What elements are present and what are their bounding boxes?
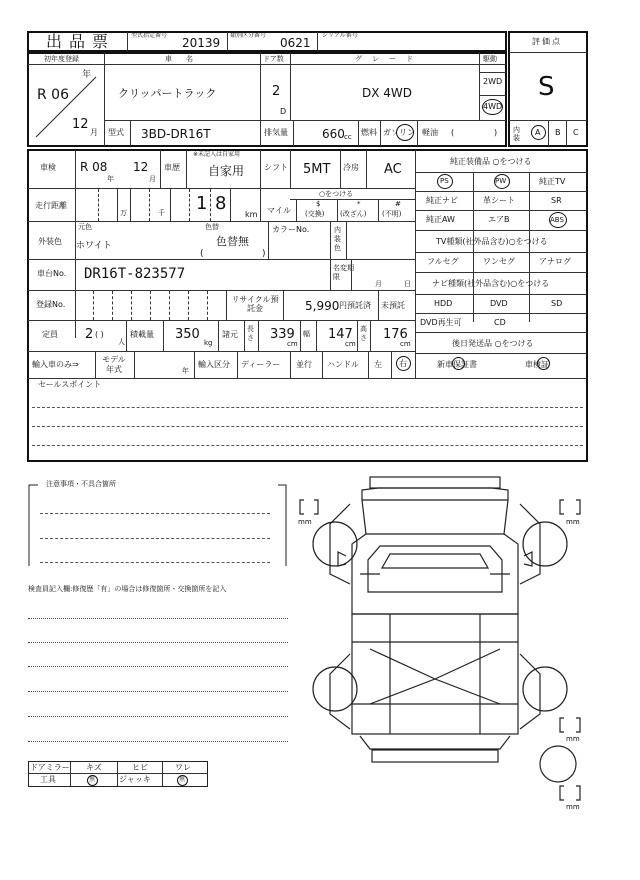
- length-unit: cm: [287, 340, 298, 348]
- drive-label: 駆動: [483, 55, 497, 63]
- mileage-label: 走行距離: [35, 201, 67, 210]
- first-reg-era: R 06: [37, 87, 69, 103]
- tools-none: 無: [89, 776, 96, 783]
- model-year-label: モデル年式: [102, 355, 126, 374]
- interior-c: C: [573, 128, 579, 137]
- fuel-gasoline: ガソリン: [383, 128, 415, 137]
- car-name-label: 車名: [165, 55, 207, 63]
- equip-airbag: エアB: [488, 215, 510, 224]
- nav-dvd: DVD: [490, 299, 508, 308]
- first-reg-month-unit: 月: [90, 128, 98, 137]
- capacity-paren: ( ): [95, 330, 104, 339]
- model-code: 20139: [182, 36, 221, 50]
- notes-bracket: [28, 484, 288, 574]
- interior-a: A: [535, 128, 541, 137]
- mm-front-right: mm: [566, 518, 580, 526]
- drive-4wd: 4WD: [483, 102, 503, 111]
- tv-title: TV種類(社外品含む)○をつける: [436, 237, 548, 246]
- shift-value: 5MT: [303, 162, 331, 177]
- width-value: 147: [328, 327, 353, 342]
- recycle-unit: 円預託済: [339, 301, 371, 310]
- legend-break: ワレ: [175, 763, 191, 772]
- type-value: 3BD-DR16T: [141, 127, 211, 141]
- category: 0621: [280, 36, 311, 50]
- paren-close: ): [494, 128, 498, 137]
- inspection-month: 12: [133, 160, 149, 174]
- ac-value: AC: [384, 162, 402, 177]
- inspection-month-unit: 月: [149, 175, 156, 183]
- height-value: 176: [383, 327, 408, 342]
- first-reg-year-unit: 年: [82, 70, 92, 80]
- dealer-label: ディーラー: [241, 360, 281, 369]
- import-class-label: 輸入区分: [198, 360, 230, 369]
- first-reg-label: 初年度登録: [44, 55, 79, 63]
- score-value: S: [538, 72, 555, 102]
- parallel-label: 並行: [296, 360, 312, 369]
- capacity-label: 定員: [42, 330, 58, 339]
- usage-note: ※未記入は自家用: [193, 151, 241, 158]
- tamper-label: (改ざん): [340, 210, 367, 218]
- mm-spare: mm: [566, 803, 580, 811]
- mm-front-left: mm: [298, 518, 312, 526]
- shift-label: シフト: [264, 163, 288, 172]
- height-unit: cm: [400, 340, 411, 348]
- usage-label: 車歴: [164, 163, 180, 172]
- equip-tv: 純正TV: [539, 177, 566, 186]
- color-no-label: カラーNo.: [272, 225, 310, 234]
- inspection-label: 車検: [40, 163, 56, 172]
- equip-sr: SR: [551, 196, 562, 205]
- displacement-label: 排気量: [264, 128, 288, 137]
- recycle-label: リサイクル預託金: [231, 295, 279, 313]
- legend-tools: 工具: [40, 775, 56, 784]
- load-unit: kg: [204, 339, 213, 347]
- grade-label: グレード: [355, 55, 423, 63]
- chassis-label: 車台No.: [37, 269, 67, 278]
- tv-one: ワンセグ: [483, 257, 515, 266]
- name-change-label: 名変期限: [333, 264, 354, 281]
- doors-label: ドア数: [263, 55, 284, 63]
- capacity-unit: 人: [118, 338, 125, 346]
- mileage-km: km: [245, 210, 258, 219]
- notes-label: 注意事項・不具合箇所: [46, 480, 116, 488]
- displacement: 660: [322, 127, 345, 141]
- recycle-amount: 5,990: [305, 299, 340, 313]
- mileage-sen: 千: [158, 209, 165, 217]
- orig-color-label: 元色: [78, 223, 92, 231]
- drive-2wd: 2WD: [483, 77, 503, 86]
- sales-points-label: セールスポイント: [38, 380, 102, 389]
- first-reg-month: 12: [72, 117, 89, 132]
- later-inspection: 車検証: [525, 360, 549, 369]
- equip-abs: ABS: [550, 216, 564, 224]
- chassis-value: DR16T-823577: [84, 266, 186, 282]
- paren-open: (: [451, 128, 455, 137]
- doors-d: D: [280, 107, 287, 116]
- mileage-digit-2: 8: [215, 193, 227, 214]
- equipment-title: 純正装備品 ○をつける: [450, 157, 532, 166]
- category-label: 類別区分番号: [230, 32, 267, 39]
- exchange-symbol: $: [316, 200, 321, 208]
- later-title: 後日発送品 ○をつける: [452, 339, 534, 348]
- car-diagram: [290, 474, 600, 814]
- serial-label: シリアル番号: [322, 32, 358, 39]
- later-warranty: 新車保証書: [437, 360, 477, 369]
- length-value: 339: [270, 327, 295, 342]
- unpaid-label: 未預託: [381, 301, 405, 310]
- score-label: 評価点: [532, 37, 562, 46]
- equip-navi: 純正ナビ: [426, 196, 458, 205]
- height-label: 高さ: [360, 325, 367, 342]
- orig-color: ホワイト: [76, 241, 112, 251]
- model-code-label: 型式指定番号: [131, 32, 168, 39]
- inspection-era: R 08: [80, 160, 108, 174]
- usage-value: 自家用: [208, 164, 245, 178]
- legend-scratch: キズ: [86, 763, 102, 772]
- handle-right: 右: [399, 359, 407, 368]
- fuel-label: 燃料: [361, 128, 377, 137]
- nav-hdd: HDD: [434, 299, 453, 308]
- mm-rear-right: mm: [566, 735, 580, 743]
- reg-label: 登録No.: [36, 300, 66, 309]
- tv-full: フルセグ: [427, 257, 459, 266]
- handle-left: 左: [374, 360, 382, 369]
- ac-label: 冷房: [343, 163, 359, 172]
- mileage-man: 万: [120, 209, 127, 217]
- tv-analog: アナログ: [539, 257, 571, 266]
- load-label: 積載量: [130, 330, 154, 339]
- tamper-symbol: *: [357, 200, 361, 208]
- doors-value: 2: [272, 84, 281, 99]
- car-name: クリッパートラック: [118, 87, 217, 100]
- dvd-cd: CD: [494, 318, 506, 327]
- dvd-play: DVD再生可: [420, 318, 462, 327]
- jack-none: 無: [179, 776, 186, 783]
- color-paren-open: (: [200, 249, 204, 259]
- color-change-label: 色替: [205, 223, 219, 231]
- legend-mirror: ドアミラー: [30, 763, 70, 772]
- name-change-day: 日: [404, 280, 411, 288]
- note-circle: ○をつける: [319, 190, 354, 198]
- diesel-label: 軽油: [422, 128, 438, 137]
- legend-crack: ヒビ: [132, 763, 148, 772]
- interior-b: B: [555, 128, 561, 137]
- warranty-circle: [452, 357, 465, 370]
- grade-value: DX 4WD: [362, 86, 413, 100]
- capacity-value: 2: [85, 327, 94, 342]
- load-value: 350: [175, 327, 200, 342]
- inspection-cert-circle: [537, 357, 550, 370]
- nav-title: ナビ種類(社外品含む)○をつける: [432, 279, 550, 288]
- interior-label: 内装: [513, 126, 520, 142]
- model-year-unit: 年: [182, 367, 189, 375]
- dims-label: 諸元: [222, 330, 238, 339]
- fuel-gasoline-circle: [396, 124, 414, 141]
- equip-pw: PW: [495, 177, 507, 185]
- exchange-label: (交換): [305, 210, 325, 218]
- length-label: 長さ: [247, 325, 254, 342]
- equip-aw: 純正AW: [426, 215, 455, 224]
- import-label: 輸入車のみ⇒: [32, 360, 79, 369]
- interior-color-label: 内装色: [334, 226, 341, 252]
- inspector-label: 検査員記入欄:修復歴「有」の場合は修復箇所・交換箇所を記入: [28, 585, 227, 593]
- equip-ps: PS: [440, 177, 449, 185]
- legend-jack: ジャッキ: [119, 775, 151, 784]
- color-change-value: 色替無: [216, 235, 249, 248]
- color-paren-close: ): [262, 249, 266, 259]
- name-change-month: 月: [375, 280, 382, 288]
- width-unit: cm: [345, 340, 356, 348]
- mile-label: マイル: [267, 206, 291, 215]
- nav-sd: SD: [551, 299, 563, 308]
- handle-label: ハンドル: [327, 360, 359, 369]
- color-label: 外装色: [38, 237, 62, 246]
- type-label: 型式: [108, 128, 124, 137]
- equip-leather: 革シート: [483, 196, 515, 205]
- mileage-digit-1: 1: [196, 193, 208, 214]
- document-title: 出品票: [46, 32, 116, 51]
- unknown-symbol: #: [395, 200, 401, 208]
- inspection-year-unit: 年: [107, 175, 114, 183]
- width-label: 幅: [303, 330, 310, 338]
- displacement-unit: cc: [344, 133, 352, 141]
- unknown-label: (不明): [382, 210, 402, 218]
